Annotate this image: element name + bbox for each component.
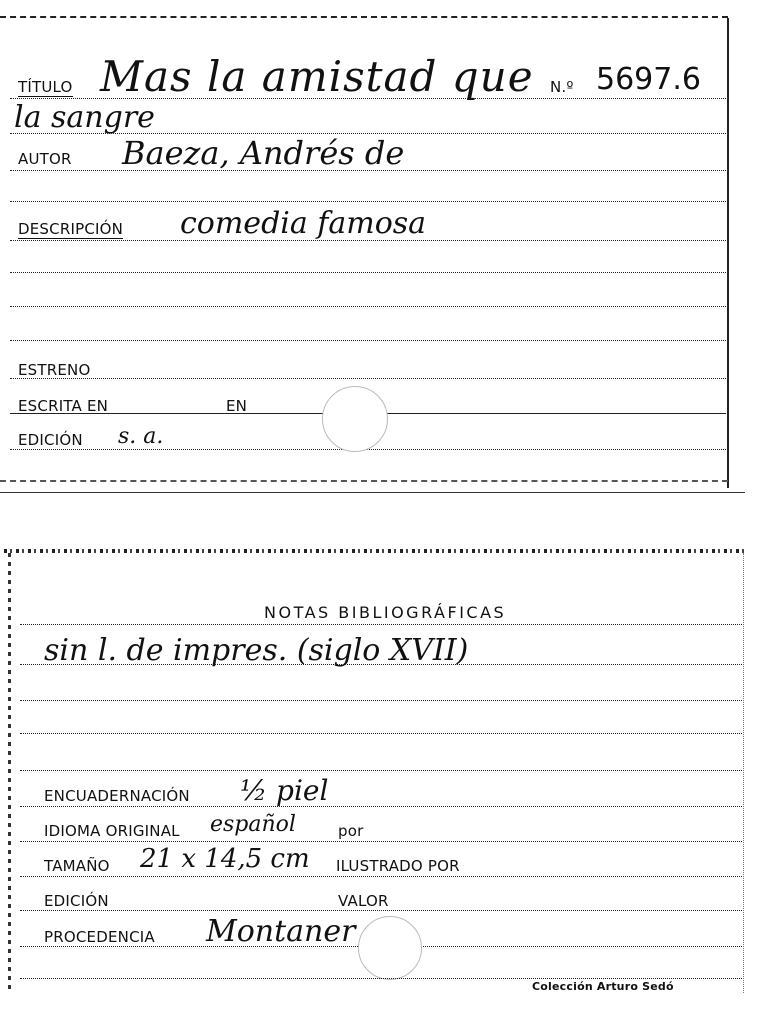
notas-heading: NOTAS BIBLIOGRÁFICAS: [264, 603, 507, 622]
stamp-mark-back: [358, 916, 422, 980]
descripcion-label: DESCRIPCIÓN: [18, 220, 124, 238]
encuadernacion-value: ½ piel: [240, 774, 329, 807]
rule-desc-2: [10, 272, 726, 273]
rule-encuadernacion: [20, 806, 742, 807]
rule-titulo: [10, 98, 726, 99]
card-front-right-edge: [727, 18, 729, 488]
numero-value: 5697.6: [596, 62, 701, 97]
tamano-value: 21 x 14,5 cm: [140, 844, 310, 874]
rule-tamano: [20, 876, 742, 877]
rule-autor-2: [10, 201, 726, 202]
idioma-label: IDIOMA ORIGINAL: [44, 822, 180, 840]
ilustrado-label: ILUSTRADO POR: [336, 857, 460, 875]
idioma-value: español: [210, 812, 296, 837]
card-separator: [0, 492, 745, 493]
rule-notas-3: [20, 700, 742, 701]
rule-notas-1: [20, 624, 742, 625]
card-front-bottom-edge: [0, 480, 728, 482]
escrita-en-label: ESCRITA EN: [18, 397, 109, 415]
rule-notas-4: [20, 733, 742, 734]
procedencia-value: Montaner: [206, 914, 356, 949]
notas-value: sin l. de impres. (siglo XVII): [44, 633, 469, 668]
titulo-value-cont: la sangre: [14, 100, 155, 135]
autor-value: Baeza, Andrés de: [122, 134, 405, 172]
estreno-label: ESTRENO: [18, 361, 91, 379]
titulo-label: TÍTULO: [18, 78, 73, 96]
edicion-label: EDICIÓN: [18, 431, 83, 449]
rule-descripcion: [10, 240, 726, 241]
numero-label: N.º: [550, 78, 574, 96]
card-front-top-edge: [0, 16, 728, 18]
card-back-top-edge: [4, 549, 745, 553]
encuadernacion-label: ENCUADERNACIÓN: [44, 787, 190, 805]
rule-edicion-back: [20, 910, 742, 911]
rule-autor: [10, 170, 726, 171]
autor-label: AUTOR: [18, 150, 72, 168]
idioma-por-label: por: [338, 822, 364, 840]
titulo-value: Mas la amistad que: [100, 52, 534, 101]
rule-idioma: [20, 841, 742, 842]
edicion-value: s. a.: [118, 424, 164, 449]
card-back-right-edge: [743, 553, 744, 993]
escrita-en-en-label: EN: [226, 397, 248, 415]
stamp-mark: [322, 386, 388, 452]
card-back-left-edge: [8, 553, 11, 993]
procedencia-label: PROCEDENCIA: [44, 928, 155, 946]
rule-bottom-back: [20, 978, 742, 979]
edicion-back-label: EDICIÓN: [44, 892, 109, 910]
valor-label: VALOR: [338, 892, 389, 910]
rule-notas-2: [20, 664, 742, 665]
rule-notas-5: [20, 770, 742, 771]
rule-desc-3: [10, 306, 726, 307]
rule-estreno: [10, 378, 726, 379]
descripcion-value: comedia famosa: [180, 206, 427, 241]
rule-desc-4: [10, 340, 726, 341]
collection-credit: Colección Arturo Sedó: [532, 980, 674, 993]
tamano-label: TAMAÑO: [44, 857, 110, 875]
